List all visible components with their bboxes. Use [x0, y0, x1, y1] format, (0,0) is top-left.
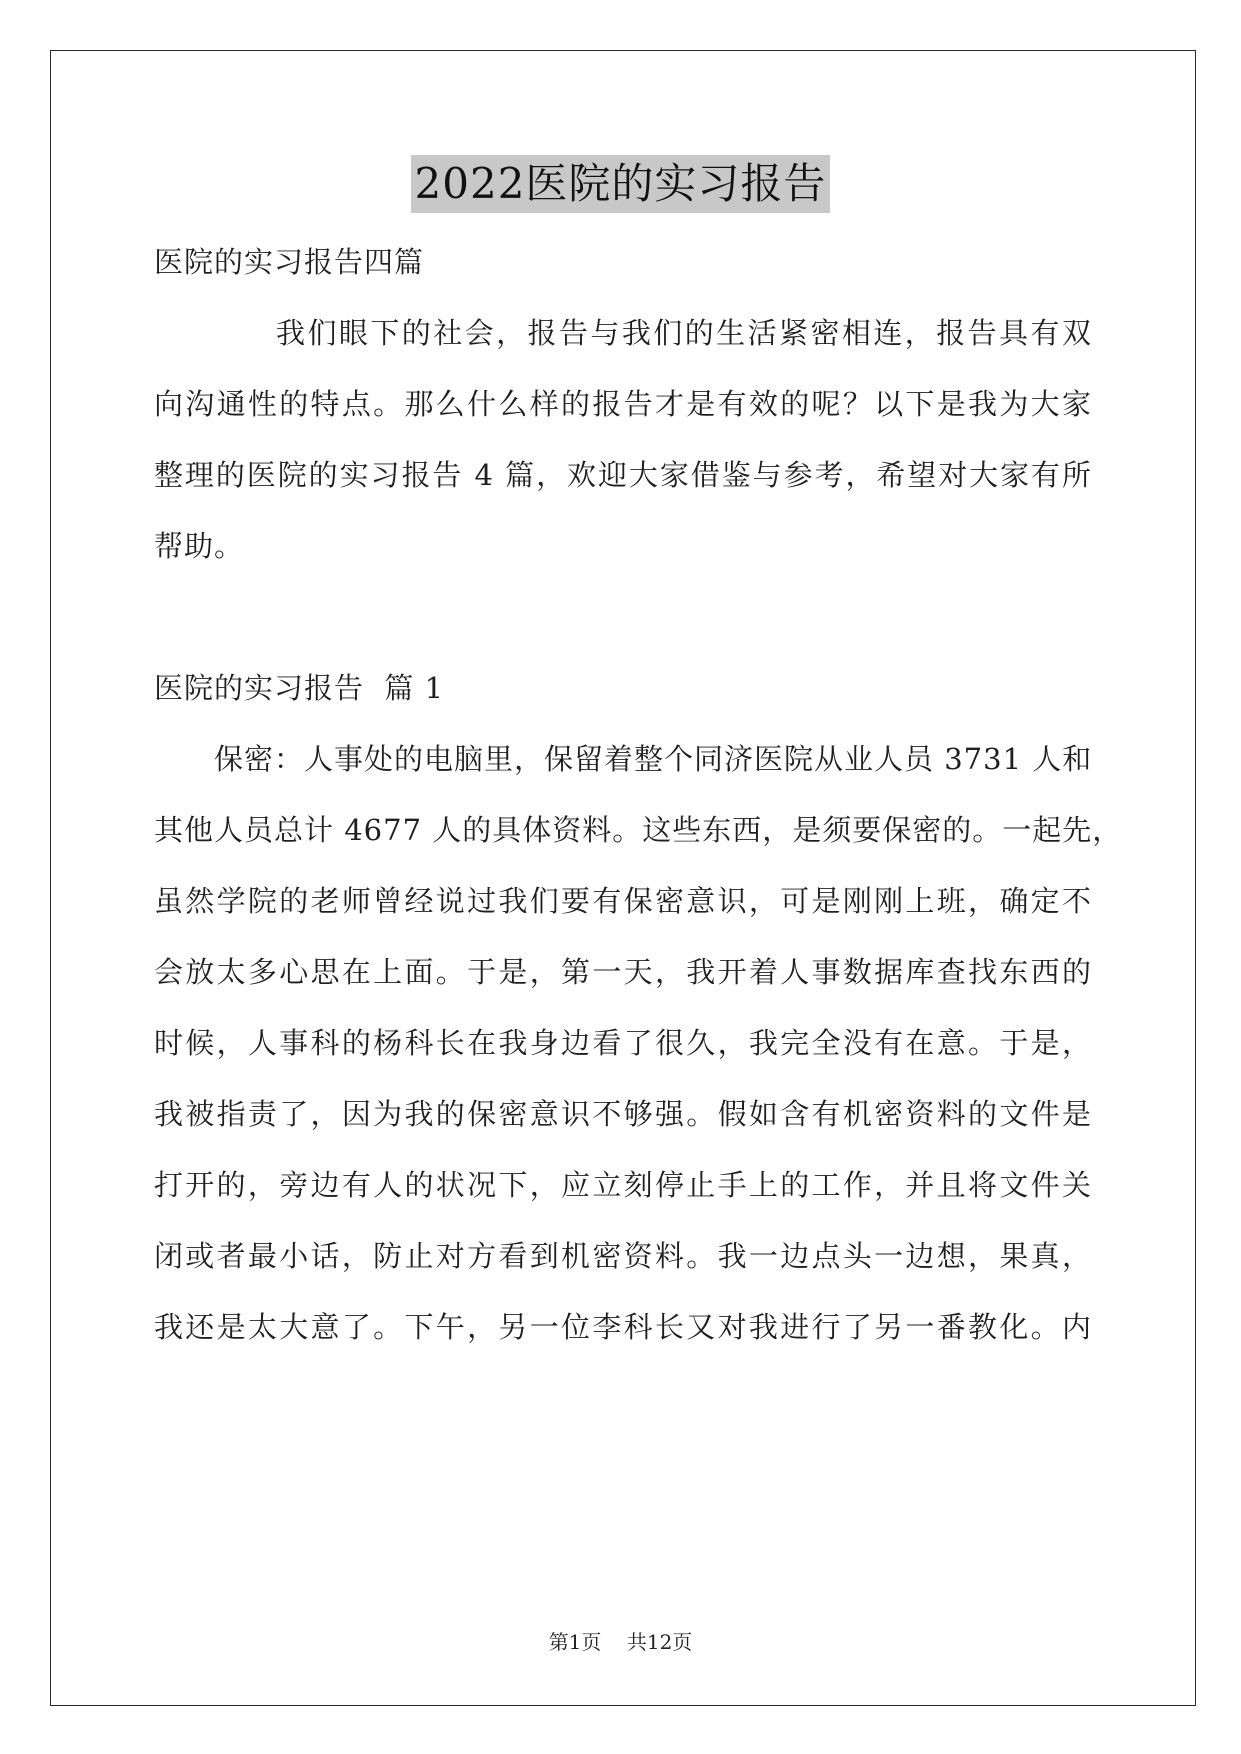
- body-line: 我还是太大意了。下午，另一位李科长又对我进行了另一番教化。内: [154, 1310, 1092, 1344]
- document-subtitle: 医院的实习报告四篇: [154, 245, 425, 279]
- body-line: 虽然学院的老师曾经说过我们要有保密意识，可是刚刚上班，确定不: [154, 884, 1092, 918]
- section-heading: 医院的实习报告 篇 1: [154, 671, 445, 705]
- page-border: [50, 50, 1196, 1706]
- intro-line: 整理的医院的实习报告 4 篇，欢迎大家借鉴与参考，希望对大家有所: [154, 458, 1092, 492]
- intro-line: 帮助。: [154, 529, 245, 563]
- body-line: 闭或者最小话，防止对方看到机密资料。我一边点头一边想，果真，: [154, 1239, 1092, 1273]
- body-line: 我被指责了，因为我的保密意识不够强。假如含有机密资料的文件是: [154, 1097, 1092, 1131]
- intro-line: 向沟通性的特点。那么什么样的报告才是有效的呢？以下是我为大家: [154, 387, 1092, 421]
- body-line: 打开的，旁边有人的状况下，应立刻停止手上的工作，并且将文件关: [154, 1168, 1092, 1202]
- page-number: 第1页: [548, 1630, 602, 1654]
- title-container: [0, 155, 1241, 213]
- body-line: 保密：人事处的电脑里，保留着整个同济医院从业人员 3731 人和: [214, 742, 1093, 776]
- document-title: 2022医院的实习报告: [411, 155, 831, 213]
- page-footer: [0, 1629, 1241, 1655]
- body-line: 时候，人事科的杨科长在我身边看了很久，我完全没有在意。于是，: [154, 1026, 1092, 1060]
- total-pages: 共12页: [626, 1630, 693, 1654]
- body-line: 会放太多心思在上面。于是，第一天，我开着人事数据库查找东西的: [154, 955, 1092, 989]
- intro-line: 我们眼下的社会，报告与我们的生活紧密相连，报告具有双: [276, 316, 1092, 350]
- footer-spacer: [601, 1630, 626, 1654]
- body-line: 其他人员总计 4677 人的具体资料。这些东西，是须要保密的。一起先，: [154, 813, 1123, 847]
